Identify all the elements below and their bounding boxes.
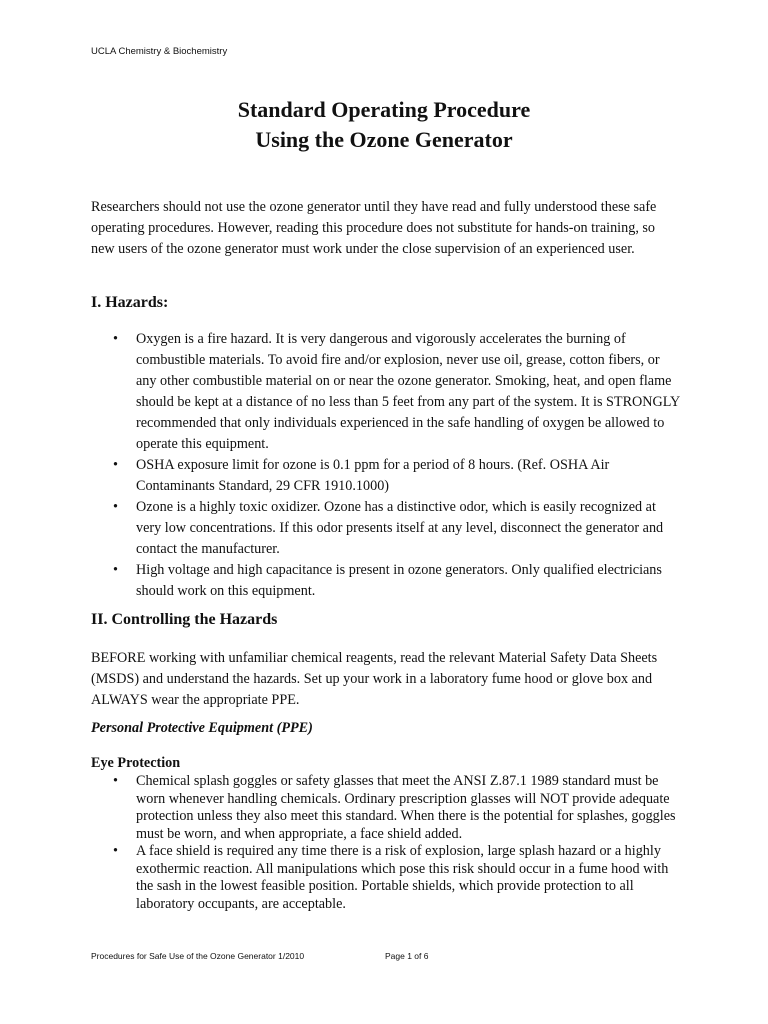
list-item	[113, 560, 683, 602]
bullet-icon: •	[113, 457, 118, 473]
list-item	[113, 497, 683, 560]
list-item	[113, 455, 683, 497]
footer-document-name: Procedures for Safe Use of the Ozone Generator 1/2010	[91, 951, 305, 961]
list-item	[113, 843, 683, 913]
list-item-text: A face shield is required any time there is a risk of explosion, large splash hazard or a highly exothermic reaction. All manipulations which pose this risk should occur in a fume hood with the sash in the lowest feasible position. Portable shields, which provide protection to all laboratory occupants, are acceptable.	[136, 843, 669, 912]
bullet-icon: •	[113, 562, 118, 578]
list-item	[113, 329, 683, 455]
list-item-text: Chemical splash goggles or safety glasses that meet the ANSI Z.87.1 1989 standard must be worn whenever handling chemicals. Ordinary prescription glasses will NOT provide adequate protection unless they also meet this standard. When there is the potential for splashes, goggles must be worn, and when appropriate, a face shield added.	[136, 773, 676, 842]
footer-page-number: Page 1 of 6	[385, 951, 429, 961]
ppe-heading: Personal Protective Equipment (PPE)	[91, 720, 313, 736]
page-header: UCLA Chemistry & Biochemistry	[91, 46, 228, 57]
bullet-icon: •	[113, 773, 118, 789]
section-heading-controlling: II. Controlling the Hazards	[91, 611, 278, 628]
title-line-1: Standard Operating Procedure	[237, 97, 531, 122]
list-item	[113, 773, 683, 843]
eye-protection-list	[113, 773, 683, 913]
section-heading-hazards: I. Hazards:	[91, 294, 169, 311]
list-item-text: Oxygen is a fire hazard. It is very dangerous and vigorously accelerates the burning of combustible materials. To avoid fire and/or explosion, never use oil, grease, cotton fibers, or any other combustible material on or near the ozone generator. Smoking, heat, and open flame should be kept at a distance of no less than 5 feet from any part of the system. It is STRONGLY recommended that only individuals experienced in the safe handling of oxygen be allowed to operate this equipment.	[136, 331, 680, 452]
hazards-list	[113, 329, 683, 602]
document-title	[0, 95, 768, 155]
bullet-icon: •	[113, 331, 118, 347]
controlling-paragraph: BEFORE working with unfamiliar chemical reagents, read the relevant Material Safety Data Sheets (MSDS) and understand the hazards. Set up your work in a laboratory fume hood or glove box and ALWAYS wear the appropriate PPE.	[91, 650, 658, 708]
intro-paragraph: Researchers should not use the ozone generator until they have read and fully understood these safe operating procedures. However, reading this procedure does not substitute for hands-on training, so new users of the ozone generator must work under the close supervision of an experienced user.	[91, 199, 657, 257]
title-line-2: Using the Ozone Generator	[255, 127, 513, 152]
eye-protection-heading: Eye Protection	[91, 755, 181, 771]
list-item-text: OSHA exposure limit for ozone is 0.1 ppm for a period of 8 hours. (Ref. OSHA Air Contaminants Standard, 29 CFR 1910.1000)	[136, 457, 610, 494]
list-item-text: Ozone is a highly toxic oxidizer. Ozone has a distinctive odor, which is easily recognized at very low concentrations. If this odor presents itself at any level, disconnect the generator and contact the manufacturer.	[136, 499, 664, 557]
bullet-icon: •	[113, 499, 118, 515]
bullet-icon: •	[113, 843, 118, 859]
list-item-text: High voltage and high capacitance is present in ozone generators. Only qualified electricians should work on this equipment.	[136, 562, 662, 599]
